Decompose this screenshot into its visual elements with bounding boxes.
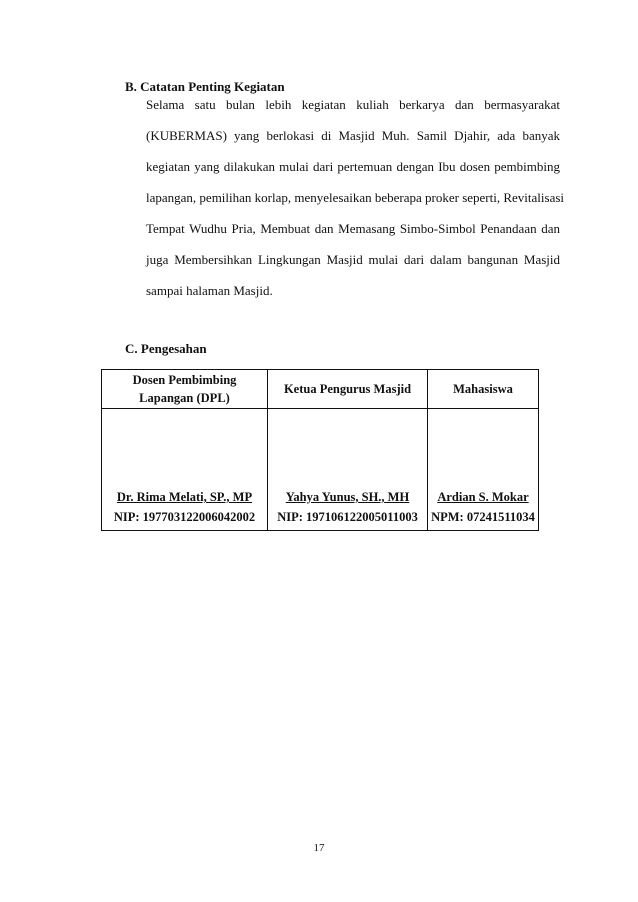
signature-cell-mahasiswa (428, 409, 539, 531)
section-c-heading: C. Pengesahan (125, 341, 207, 356)
paragraph-line: sampai halaman Masjid. (146, 283, 273, 298)
signatory-name: Ardian S. Mokar (437, 490, 529, 504)
header-dpl-label: Dosen Pembimbing Lapangan (DPL) (132, 373, 237, 405)
paragraph-line: Tempat Wudhu Pria, Membuat dan Memasang Simbo-Simbol Penandaan dan (146, 221, 560, 236)
page-number: 17 (313, 842, 325, 854)
header-cell-mahasiswa: Mahasiswa (428, 370, 539, 409)
signature-cell-dpl (102, 409, 268, 531)
signatory-id: NPM: 07241511034 (431, 510, 535, 524)
signature-cell-ketua (268, 409, 428, 531)
header-cell-dpl (102, 370, 268, 409)
approval-table (101, 369, 539, 531)
signatory-id: NIP: 197703122006042002 (113, 510, 256, 524)
header-cell-ketua: Ketua Pengurus Masjid (268, 370, 428, 409)
paragraph-line: kegiatan yang dilakukan mulai dari pertemuan dengan Ibu dosen pembimbing (146, 159, 560, 174)
paragraph-line: juga Membersihkan Lingkungan Masjid mulai dari dalam bangunan Masjid (146, 252, 560, 267)
approval-table-header-row (102, 370, 539, 409)
signatory-name: Dr. Rima Melati, SP., MP (116, 490, 253, 504)
paragraph-line: (KUBERMAS) yang berlokasi di Masjid Muh. Samil Djahir, ada banyak (146, 128, 560, 143)
approval-table-signature-row (102, 409, 539, 531)
signatory-name: Yahya Yunus, SH., MH (285, 490, 410, 504)
paragraph-line: lapangan, pemilihan korlap, menyelesaikan beberapa proker seperti, Revitalisasi (146, 190, 565, 205)
paragraph-line: Selama satu bulan lebih kegiatan kuliah berkarya dan bermasyarakat (146, 97, 560, 112)
signatory-id: NIP: 197106122005011003 (277, 510, 418, 524)
section-b-heading: B. Catatan Penting Kegiatan (125, 79, 285, 94)
